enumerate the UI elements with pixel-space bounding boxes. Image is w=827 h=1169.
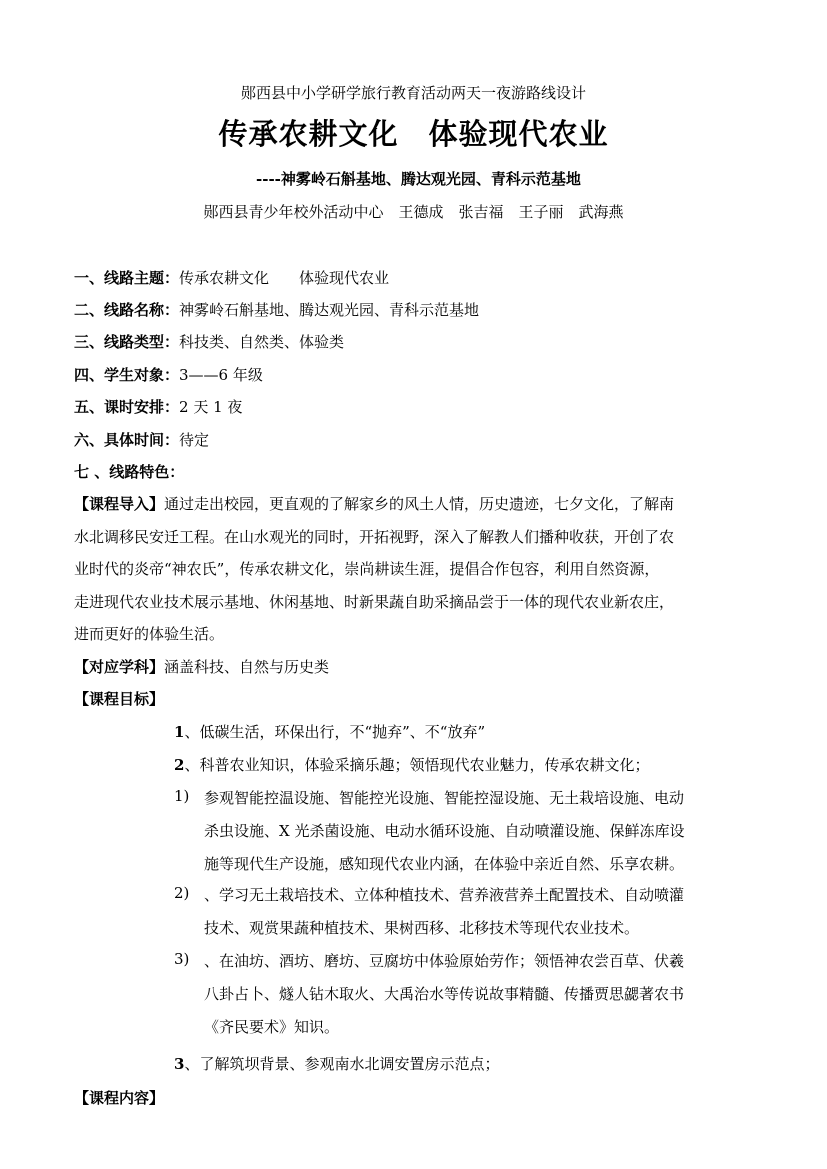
goal-number: 1 [174,723,185,741]
intro-text: 通过走出校园，更直观的了解家乡的风土人情，历史遗迹，七夕文化，了解南 [164,495,675,513]
info-label: 二、线路名称： [74,301,180,319]
goal-number: 3 [174,1055,185,1073]
info-row-time [74,429,209,450]
info-row-name [74,299,479,320]
info-label: 三、线路类型： [74,333,180,351]
sub-item-line: 《齐民要术》知识。 [204,1018,340,1036]
goal-text: 、科普农业知识，体验采摘乐趣；领悟现代农业魅力，传承农耕文化； [184,756,650,774]
document-subtitle: ----神雾岭石斛基地、腾达观光园、青科示范基地 [256,170,581,188]
info-row-type [74,331,344,352]
goal-text: 、了解筑坝背景、参观南水北调安置房示范点； [184,1055,500,1073]
goal-item-1 [174,721,485,742]
intro-label: 【课程导入】 [74,495,165,513]
sub-item-line: 杀虫设施、X 光杀菌设施、电动水循环设施、自动喷灌设施、保鲜冻库设 [204,822,685,840]
subjects-line [74,656,329,677]
info-value: 2 天 1 夜 [179,398,243,416]
document-kicker: 郧西县中小学研学旅行教育活动两天一夜游路线设计 [240,84,586,102]
info-row-audience [74,364,263,385]
info-value: 传承农耕文化 体验现代农业 [179,269,390,287]
sub-item-line: 、在油坊、酒坊、磨坊、豆腐坊中体验原始劳作；领悟神农尝百草、伏羲 [204,952,685,970]
info-value: 科技类、自然类、体验类 [179,333,345,351]
goal-number: 2 [174,756,185,774]
sub-item-number: 2) [174,884,190,902]
info-value: 待定 [179,431,210,449]
sub-item-line: 、学习无土栽培技术、立体种植技术、营养液营养土配置技术、自动喷灌 [204,886,685,904]
intro-line [74,493,674,514]
info-row-schedule [74,396,242,417]
sub-item-number: 1) [174,787,190,805]
intro-line: 业时代的炎帝“神农氏”，传承农耕文化，崇尚耕读生涯，提倡合作包容，利用自然资源， [74,560,660,578]
subjects-value: 涵盖科技、自然与历史类 [164,658,330,676]
intro-line: 走进现代农业技术展示基地、休闲基地、时新果蔬自助采摘品尝于一体的现代农业新农庄， [74,593,675,611]
sub-item-line: 施等现代生产设施，感知现代农业内涵，在体验中亲近自然、乐享农耕。 [204,855,685,873]
subjects-label: 【对应学科】 [74,658,165,676]
features-heading: 七 、线路特色： [74,463,185,481]
info-value: 3——6 年级 [179,366,263,384]
intro-line: 进而更好的体验生活。 [74,625,225,643]
sub-item-line: 技术、观赏果蔬种植技术、果树西移、北移技术等现代农业技术。 [204,919,640,937]
goal-text: 、低碳生活，环保出行，不“抛弃”、不“放弃” [184,723,486,741]
info-label: 一、线路主题： [74,269,180,287]
goals-heading: 【课程目标】 [74,690,165,708]
document-authors: 郧西县青少年校外活动中心 王德成 张吉福 王子丽 武海燕 [203,203,624,221]
sub-item-number: 3) [174,950,190,968]
content-heading: 【课程内容】 [74,1089,165,1107]
info-label: 五、课时安排： [74,398,180,416]
intro-line: 水北调移民安迁工程。在山水观光的同时，开拓视野，深入了解教人们播种收获，开创了农 [74,528,675,546]
info-label: 六、具体时间： [74,431,180,449]
goal-item-2 [174,754,649,775]
goal-item-3 [174,1053,499,1074]
sub-item-line: 参观智能控温设施、智能控光设施、智能控湿设施、无土栽培设施、电动 [204,789,685,807]
document-title: 传承农耕文化 体验现代农业 [218,117,609,151]
sub-item-line: 八卦占卜、燧人钻木取火、大禹治水等传说故事精髓、传播贾思勰著农书 [204,985,685,1003]
info-row-theme [74,267,389,288]
info-value: 神雾岭石斛基地、腾达观光园、青科示范基地 [179,301,480,319]
info-label: 四、学生对象： [74,366,180,384]
